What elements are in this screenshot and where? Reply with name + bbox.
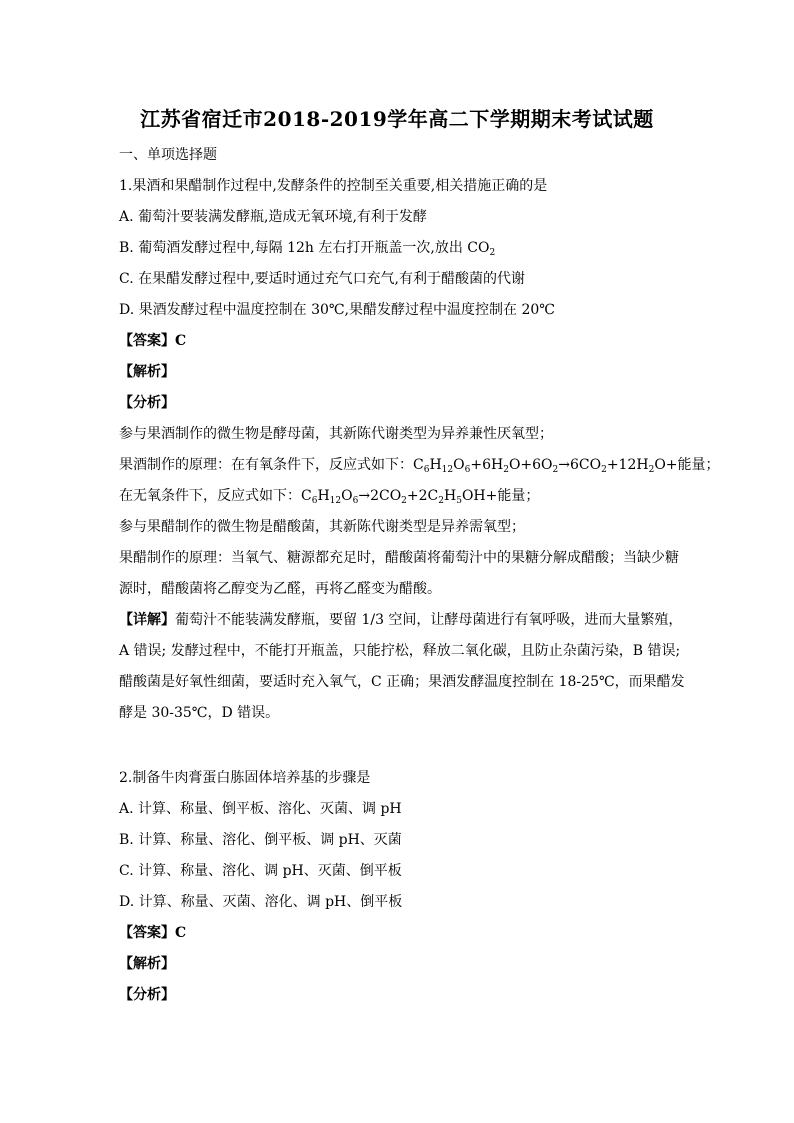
q1-analysis-label: 【解析】 bbox=[119, 364, 175, 380]
q1-option-d: D. 果酒发酵过程中温度控制在 30℃,果醋发酵过程中温度控制在 20℃ bbox=[119, 302, 555, 318]
q1-stem: 1.果酒和果醋制作过程中,发酵条件的控制至关重要,相关措施正确的是 bbox=[119, 178, 548, 194]
q1-detail-line-1: 【详解】葡萄汁不能装满发酵瓶，要留 1/3 空间，让酵母菌进行有氧呼吸，进而大量繁殖， bbox=[119, 612, 683, 628]
q2-answer: 【答案】C bbox=[119, 925, 187, 941]
q2-option-c: C. 计算、称量、溶化、调 pH、灭菌、倒平板 bbox=[119, 863, 402, 879]
q1-analysis-line-5: 果醋制作的原理：当氧气、糖源都充足时，醋酸菌将葡萄汁中的果糖分解成醋酸；当缺少糖 bbox=[119, 550, 679, 566]
q1-detail-label: 【详解】 bbox=[119, 612, 175, 628]
q1-option-c: C. 在果醋发酵过程中,要适时通过充气口充气,有利于醋酸菌的代谢 bbox=[119, 271, 526, 287]
q1-analysis-line-1: 参与果酒制作的微生物是酵母菌，其新陈代谢类型为异养兼性厌氧型； bbox=[119, 426, 553, 442]
q2-fenxi-label: 【分析】 bbox=[119, 987, 175, 1003]
q1-detail-line-3: 醋酸菌是好氧性细菌，要适时充入氧气，C 正确；果酒发酵温度控制在 18-25℃，而果醋发 bbox=[119, 674, 685, 690]
q1-detail-line-2: A 错误; 发酵过程中，不能打开瓶盖，只能拧松，释放二氧化碳，且防止杂菌污染，B 错误; bbox=[119, 643, 681, 659]
q1-analysis-line-6: 源时，醋酸菌将乙醇变为乙醛，再将乙醛变为醋酸。 bbox=[119, 581, 441, 597]
q1-analysis-line-3: 在无氧条件下，反应式如下：$C_6H_{12}O_6\to 2CO_2+2C_2H_5OH+$能量； bbox=[119, 488, 540, 506]
q1-detail-line-4: 酵是 30-35℃，D 错误。 bbox=[119, 705, 280, 721]
q2-analysis-label: 【解析】 bbox=[119, 956, 175, 972]
q2-stem: 2.制备牛肉膏蛋白胨固体培养基的步骤是 bbox=[119, 770, 371, 786]
q1-analysis-line-2: 果酒制作的原理：在有氧条件下，反应式如下：$C_6H_{12}O_6+6H_2O+6O_2\to 6CO_2+12H_2O+$能量； bbox=[119, 457, 720, 475]
q2-option-d: D. 计算、称量、灭菌、溶化、调 pH、倒平板 bbox=[119, 894, 403, 910]
q2-option-b: B. 计算、称量、溶化、倒平板、调 pH、灭菌 bbox=[119, 832, 402, 848]
q1-option-a: A. 葡萄汁要装满发酵瓶,造成无氧环境,有利于发酵 bbox=[119, 209, 427, 225]
document-title: 江苏省宿迁市2018-2019学年高二下学期期末考试试题 bbox=[140, 107, 654, 131]
q1-answer: 【答案】C bbox=[119, 333, 187, 349]
q1-option-b: B. 葡萄酒发酵过程中,每隔 12h 左右打开瓶盖一次,放出 $CO_2$ bbox=[119, 240, 496, 258]
section-heading: 一、单项选择题 bbox=[119, 147, 217, 163]
q1-fenxi-label: 【分析】 bbox=[119, 395, 175, 411]
q2-option-a: A. 计算、称量、倒平板、溶化、灭菌、调 pH bbox=[119, 801, 402, 817]
q1-analysis-line-4: 参与果醋制作的微生物是醋酸菌，其新陈代谢类型是异养需氧型； bbox=[119, 519, 525, 535]
